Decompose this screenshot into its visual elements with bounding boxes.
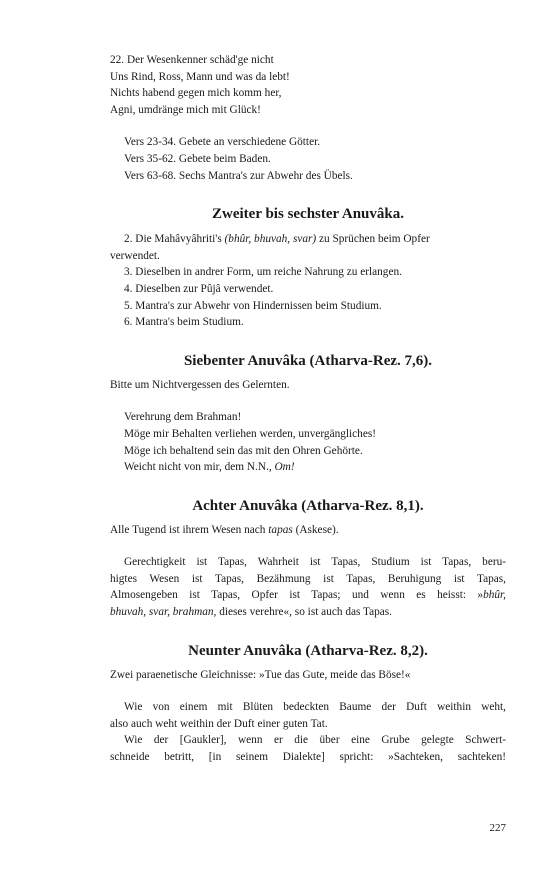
paragraph-line: Wie von einem mit Blüten bedeckten Baume der Duft weithin weht,	[124, 701, 506, 714]
list-item: 6. Mantra's beim Studium.	[124, 316, 244, 329]
list-item: 5. Mantra's zur Abwehr von Hindernissen beim Studium.	[124, 299, 382, 312]
list-item	[110, 231, 506, 248]
text-run: dieses verehre«, so ist auch das Tapas.	[216, 606, 393, 619]
verse-summary-list	[110, 134, 506, 184]
section-body-achter	[110, 522, 506, 621]
section-body-zweiter	[110, 231, 506, 331]
paragraph-line: also auch weht weithin der Duft einer guten Tat.	[110, 717, 328, 730]
paragraph-line	[110, 587, 506, 604]
section-intro	[110, 522, 506, 539]
text-run: Alle Tugend ist ihrem Wesen nach	[110, 523, 269, 536]
verse-summary-item: Vers 63-68. Sechs Mantra's zur Abwehr des Übels.	[124, 169, 353, 182]
page-number: 227	[489, 822, 506, 834]
poem-line: Verehrung dem Brahman!	[124, 411, 242, 424]
paragraph-line	[110, 604, 506, 621]
poem-line	[110, 459, 506, 476]
text-run: zu Sprüchen beim Opfer	[316, 233, 430, 246]
poem-stanza-22	[110, 52, 506, 118]
section-intro: Bitte um Nichtvergessen des Gelernten.	[110, 378, 290, 391]
list-item: 4. Dieselben zur Pûjâ verwendet.	[124, 282, 274, 295]
italic-run: bhûr,	[483, 589, 506, 602]
verse-summary-item: Vers 35-62. Gebete beim Baden.	[124, 152, 271, 165]
section-heading-zweiter: Zweiter bis sechster Anuvâka.	[212, 206, 404, 223]
list-item-continuation: verwendet.	[110, 249, 160, 262]
italic-run: Om!	[274, 461, 295, 474]
page-body	[110, 52, 506, 766]
section-intro: Zwei paraenetische Gleichnisse: »Tue das Gute, meide das Böse!«	[110, 668, 411, 681]
text-run: Weicht nicht von mir, dem N.N.,	[124, 461, 275, 474]
poem-line: Agni, umdränge mich mit Glück!	[110, 103, 261, 116]
text-run: (Askese).	[292, 523, 339, 536]
paragraph-line: Gerechtigkeit ist Tapas, Wahrheit ist Tapas, Studium ist Tapas, beru-	[124, 556, 506, 569]
section-body-siebenter	[110, 377, 506, 476]
italic-run: bhuvah, svar, brahman,	[110, 606, 217, 619]
poem-line: Nichts habend gegen mich komm her,	[110, 87, 282, 100]
poem-line: 22. Der Wesenkenner schäd'ge nicht	[110, 54, 274, 66]
paragraph-line: higtes Wesen ist Tapas, Bezähmung ist Tapas, Beruhigung ist Tapas,	[110, 572, 506, 585]
poem-line: Möge mir Behalten verliehen werden, unvergängliches!	[124, 427, 377, 440]
italic-run: (bhûr, bhuvah, svar)	[224, 233, 317, 246]
section-body-neunter	[110, 667, 506, 766]
text-run: 2. Die Mahâvyâhriti's	[124, 233, 225, 246]
paragraph-line: schneide betritt, [in seinem Dialekte] spricht: »Sachteken, sachteken!	[110, 751, 506, 764]
verse-summary-item: Vers 23-34. Gebete an verschiedene Götter.	[124, 136, 321, 149]
section-heading-achter: Achter Anuvâka (Atharva-Rez. 8,1).	[192, 497, 424, 514]
section-heading-neunter: Neunter Anuvâka (Atharva-Rez. 8,2).	[188, 642, 428, 659]
text-run: Almosengeben ist Tapas, Opfer ist Tapas; und wenn es heisst: »	[110, 589, 484, 602]
list-item: 3. Dieselben in andrer Form, um reiche Nahrung zu erlangen.	[124, 266, 402, 279]
italic-run: tapas	[268, 523, 293, 536]
poem-line: Möge ich behaltend sein das mit den Ohren Gehörte.	[124, 444, 363, 457]
paragraph-line: Wie der [Gaukler], wenn er die über eine Grube gelegte Schwert-	[124, 734, 506, 747]
poem-line: Uns Rind, Ross, Mann und was da lebt!	[110, 70, 290, 83]
section-heading-siebenter: Siebenter Anuvâka (Atharva-Rez. 7,6).	[183, 352, 433, 369]
